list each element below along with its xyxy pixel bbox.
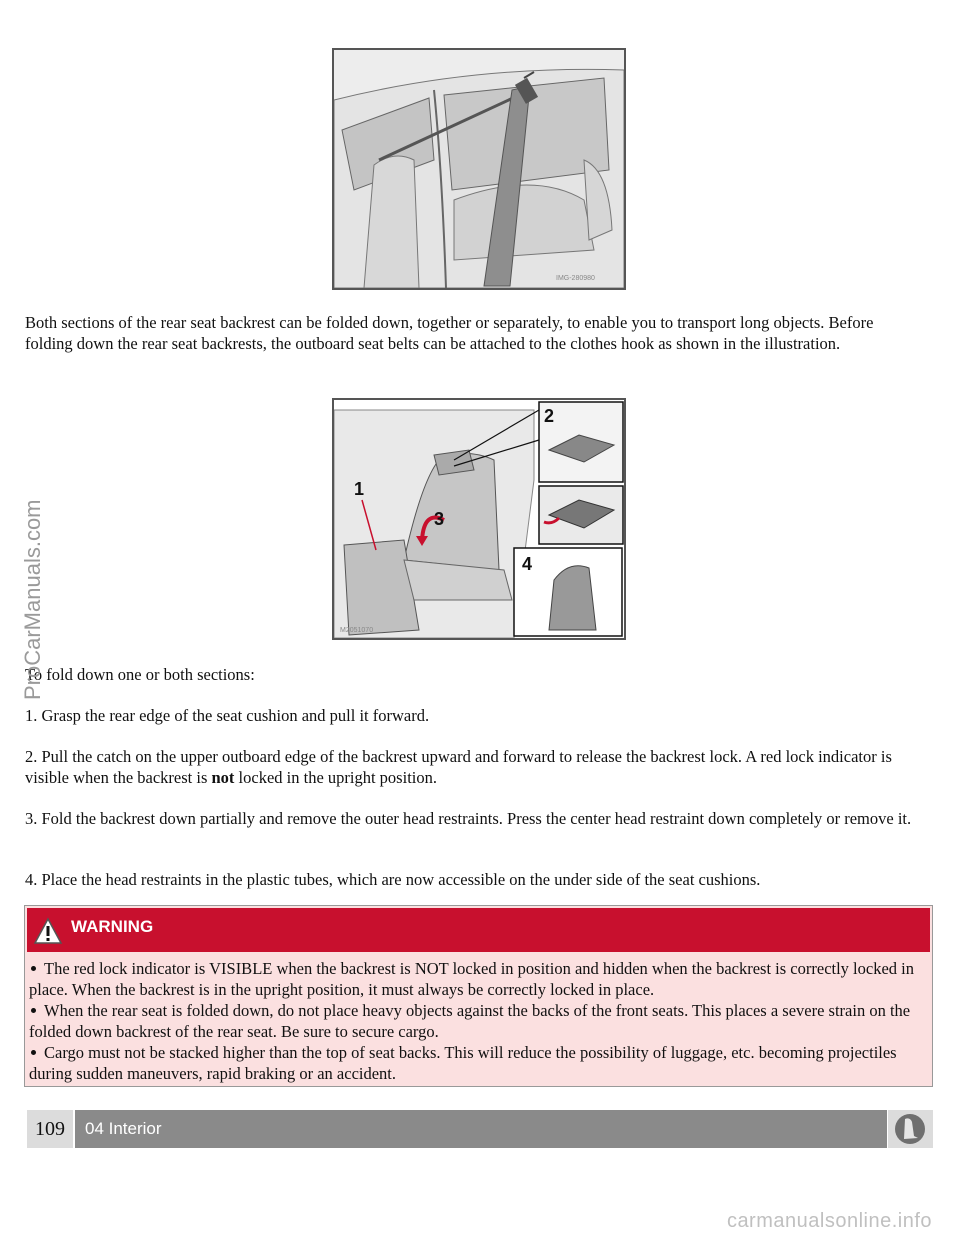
- callout-1: 1: [354, 479, 365, 499]
- callout-3: 3: [434, 509, 445, 529]
- warning-item: [29, 958, 919, 1000]
- step-1: 1. Grasp the rear edge of the seat cushion and pull it forward.: [25, 706, 430, 725]
- warning-item-text: When the rear seat is folded down, do not place heavy objects against the backs of the front seats. This places a severe strain on the folded down backrest of the rear seat. Be sure to secure cargo.: [29, 1001, 911, 1041]
- bullet-icon: [31, 966, 36, 971]
- warning-item-text: The red lock indicator is VISIBLE when the backrest is NOT locked in position and hidden when the backrest is correctly locked in place. When the backrest is in the upright position, it must always be correctly locked in place.: [29, 959, 914, 999]
- section-icon-box: [888, 1110, 933, 1148]
- step-3: 3. Fold the backrest down partially and remove the outer head restraints. Press the center head restraint down completely or remove it.: [25, 809, 912, 828]
- warning-list: [25, 958, 927, 1084]
- bullet-icon: [31, 1008, 36, 1013]
- callout-4: 4: [522, 554, 533, 574]
- step-4: 4. Place the head restraints in the plastic tubes, which are now accessible on the under side of the seat cushions.: [25, 870, 761, 889]
- warning-item: [29, 1042, 919, 1084]
- watermark-bottom: carmanualsonline.info: [726, 1210, 932, 1232]
- section-bar: [75, 1110, 887, 1148]
- warning-item-text: Cargo must not be stacked higher than the top of seat backs. This will reduce the possibility of luggage, etc. becoming projectiles during sudden maneuvers, rapid braking or an accident.: [29, 1043, 897, 1083]
- step-2: [25, 746, 925, 788]
- page-footer: [27, 1110, 933, 1150]
- fold-seat-illustration: [334, 400, 624, 638]
- intro-paragraph: Both sections of the rear seat backrest can be folded down, together or separately, to enable you to transport long objects. Before folding down the rear seat backrests, the outboard seat belts can be attached to the clothes hook as shown in the illustration.: [25, 313, 874, 353]
- section-title: 04 Interior: [85, 1119, 162, 1138]
- warning-item: [29, 1000, 919, 1042]
- figure-fold-seat: [332, 398, 626, 640]
- figure1-id-label: IMG-280980: [556, 275, 595, 282]
- seatbelt-hook-illustration: [334, 50, 624, 288]
- bullet-icon: [31, 1050, 36, 1055]
- steps-intro: To fold down one or both sections:: [25, 665, 255, 684]
- warning-triangle-icon: [33, 917, 63, 945]
- warning-title: WARNING: [71, 917, 154, 936]
- warning-header: [27, 908, 930, 952]
- step-2-text-b: locked in the upright position.: [234, 768, 437, 787]
- figure2-id-label: M2051070: [340, 627, 374, 634]
- watermark-left: ProCarManuals.com: [20, 499, 45, 700]
- figure-seatbelt-hook: [332, 48, 626, 290]
- page-number: 109: [27, 1110, 73, 1148]
- step-2-bold: not: [211, 768, 235, 787]
- callout-2: 2: [544, 406, 555, 426]
- step-2-text-a: 2. Pull the catch on the upper outboard edge of the backrest upward and forward to release the backrest lock. A red lock indicator is visible when the backrest is: [25, 747, 892, 787]
- warning-box: [24, 905, 933, 1087]
- seat-icon: [888, 1110, 933, 1148]
